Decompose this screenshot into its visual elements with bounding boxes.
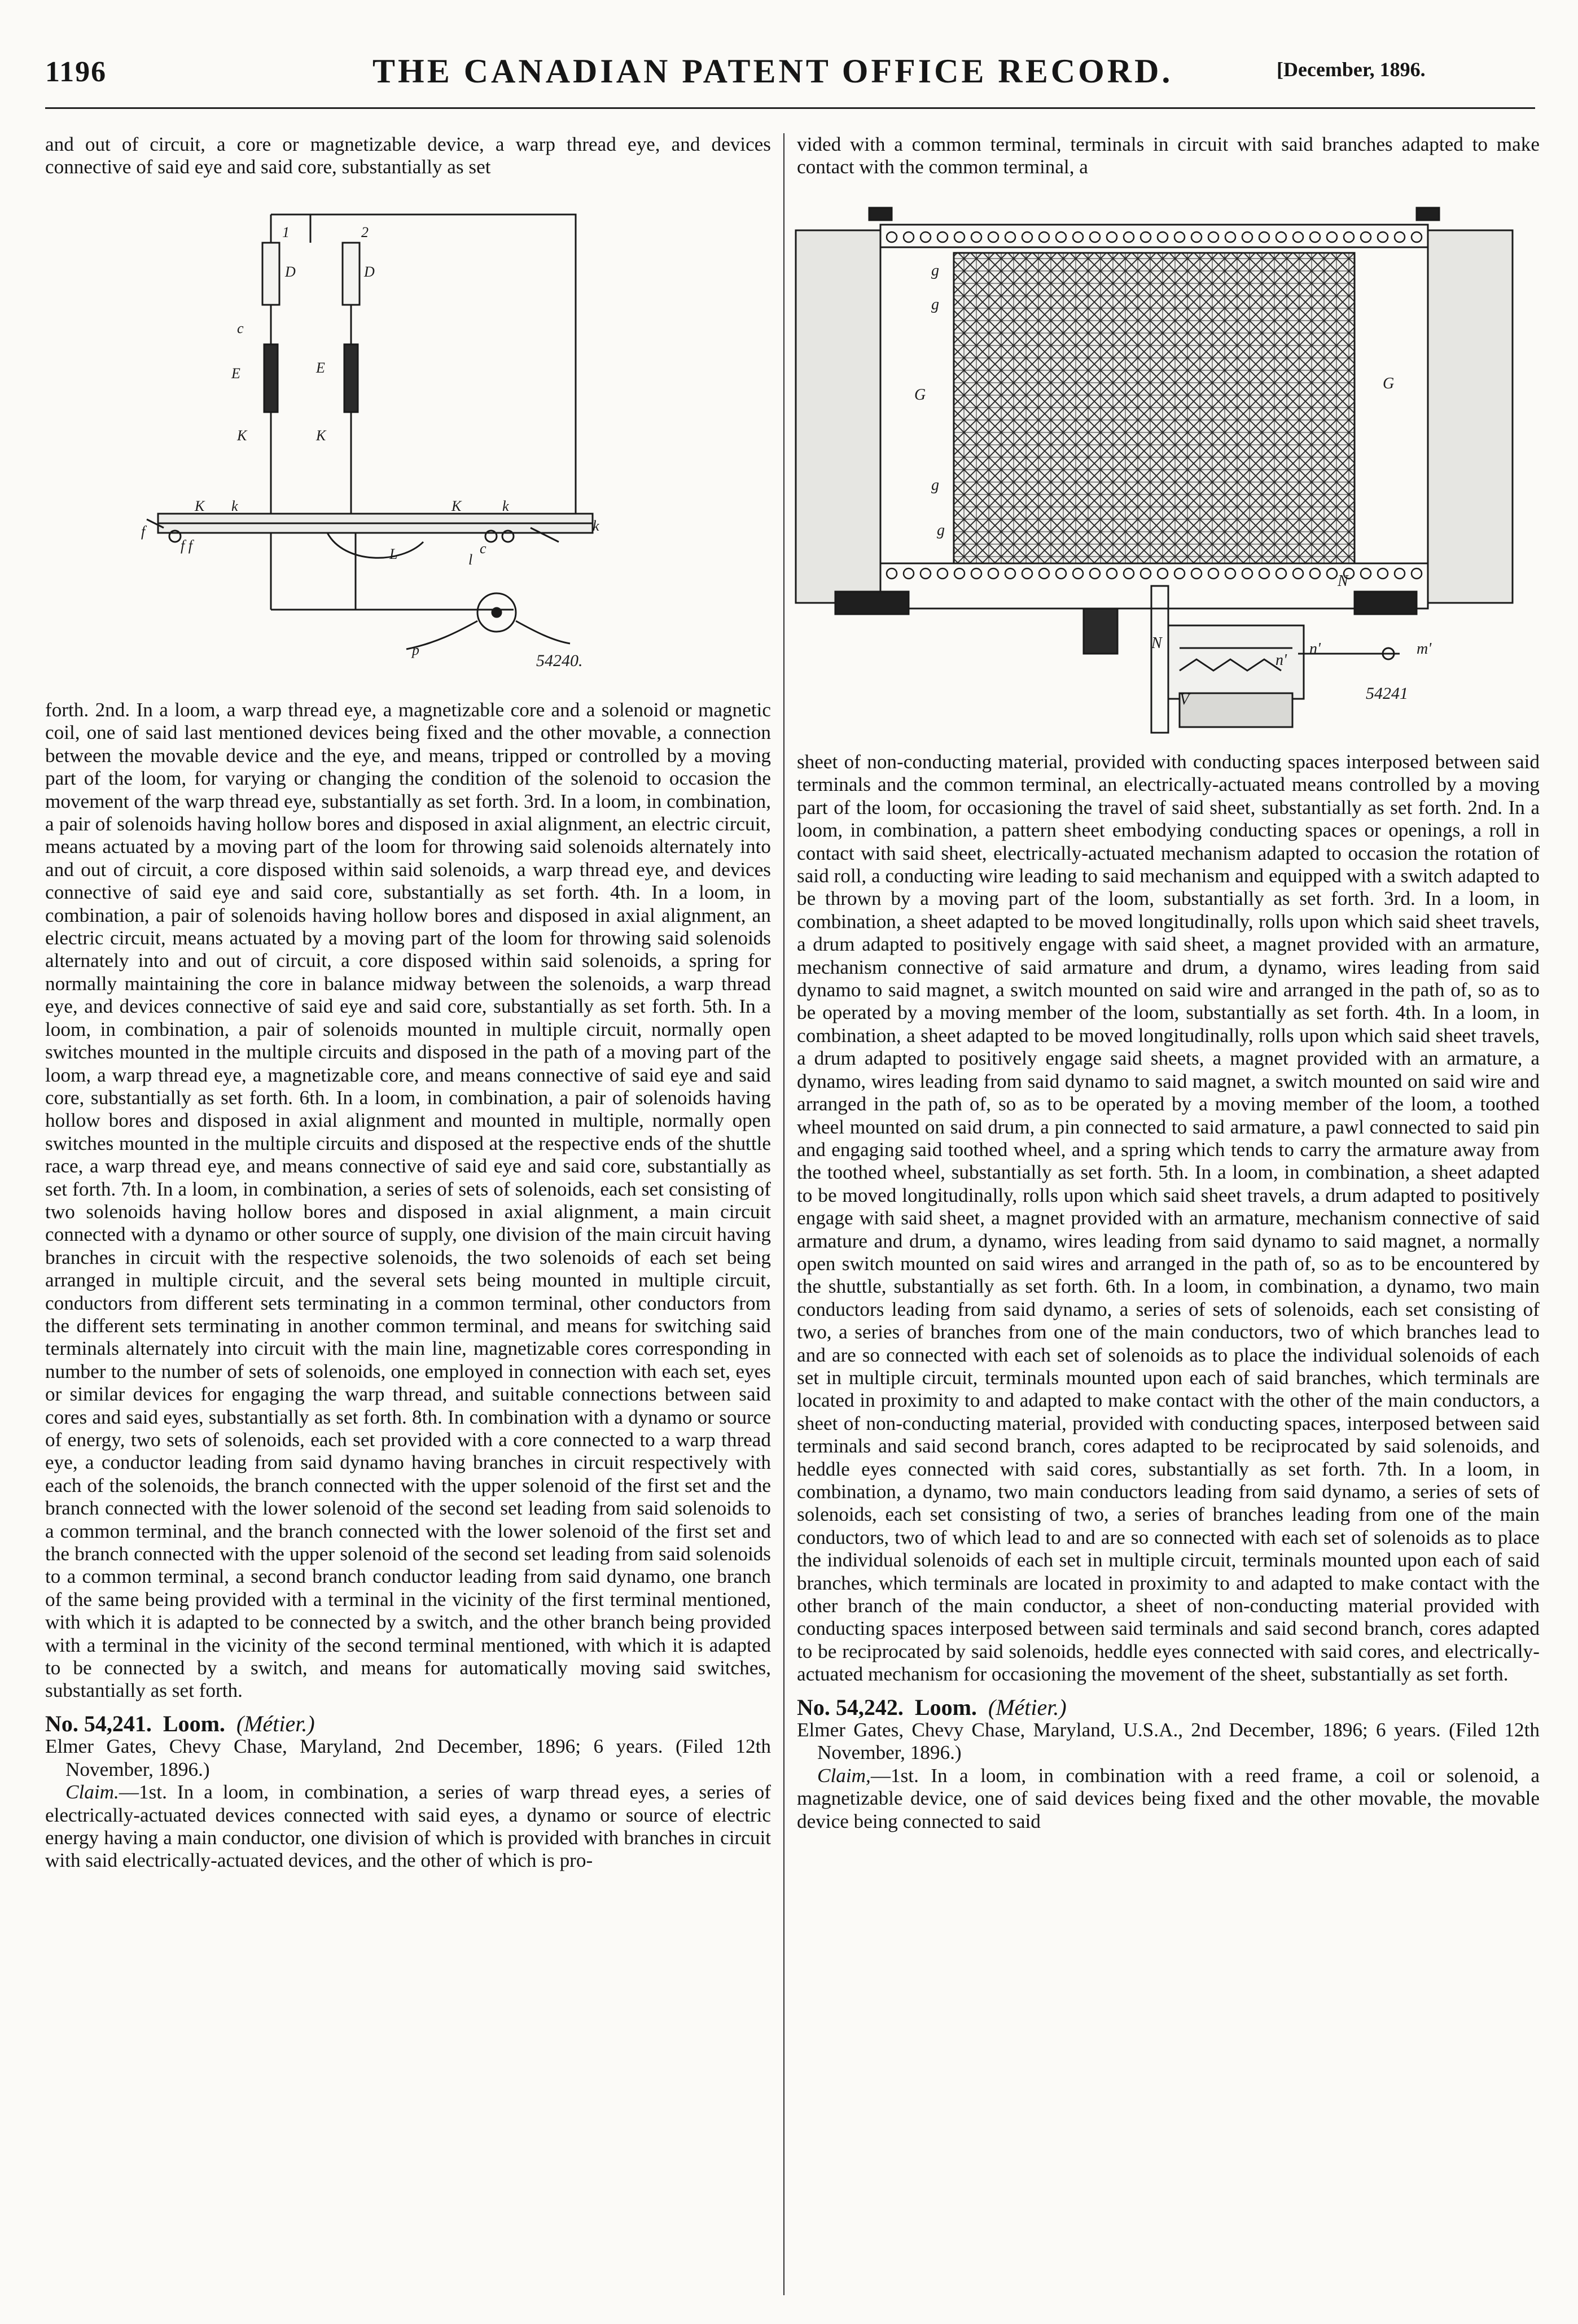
perforation-hole <box>1158 232 1168 242</box>
svg-text:E: E <box>316 360 325 376</box>
perforation-hole <box>1090 232 1100 242</box>
claim-text: —1st. In a loom, in combination, a series of warp thread eyes, a series of electrically-actuated devices connected with said eyes, a dynamo or source of electric energy having a main conductor, one division of which is provided with branches in circuit with said electrically-actuated devices, and the other of which is pro- <box>45 1781 771 1872</box>
perforation-hole <box>1005 232 1015 242</box>
svg-text:N: N <box>1151 634 1162 652</box>
svg-text:p: p <box>412 642 419 658</box>
perforation-hole <box>920 232 931 242</box>
svg-text:k: k <box>231 498 238 514</box>
perforation-hole <box>1022 232 1032 242</box>
claims-54240-continued: forth. 2nd. In a loom, a warp thread eye, a magnetizable core and a solenoid or magnetic coil, one of said last mentioned devices being fixed and the other movable, a connection between the movable device and the eye, and means, tripped or controlled by a moving part of the loom, for varying or changing the condition of the solenoid to occasion the movement of the warp thread eye, substantially as set forth. 3rd. In a loom, in combination, a pair of solenoids having hollow bores and disposed in axial alignment, an electric circuit, means actuated by a moving part of the loom for throwing said solenoids alternately into and out of circuit, a core disposed within said solenoids, a warp thread eye, and devices connective of said eye and said core, substantially as set forth. 4th. In a loom, in combination, a pair of solenoids having hollow bores and disposed in axial alignment, an electric circuit, means actuated by a moving part of the loom for throwing said solenoids alternately into and out of circuit, a core disposed within said solenoids, a spring for normally maintaining the core in balance midway between the solenoids, a warp thread eye, and devices connective of said eye and said core, substantially as set forth. 5th. In a loom, in combination, a pair of solenoids mounted in multiple circuit, normally open switches mounted in the multiple circuits and disposed in the path of a moving part of the loom, a warp thread eye, a magnetizable core, and means connective of said eye and said core, substantially as set forth. 6th. In a loom, in combination, a pair of solenoids having hollow bores and disposed in axial alignment and mounted in multiple, normally open switches mounted in the multiple circuits and disposed at the respective ends of the shuttle race, a warp thread eye, and means connective of said eye and said core, substantially as set forth. 7th. In a loom, in combination, a series of sets of solenoids, each set consisting of two solenoids having hollow bores and disposed in axial alignment, a main circuit connected with a dynamo or other source of supply, one division of the main circuit having branches in circuit with the respective solenoids, the two solenoids of each set being arranged in multiple circuit, and the several sets being mounted in multiple circuit, conductors from different sets terminating in a common terminal, other conductors from the different sets terminating in another common terminal, and means for switching said terminals alternately into circuit with the main line, magnetizable cores corresponding in number to the number of sets of solenoids, one employed in connection with each set, eyes or similar devices for engaging the warp thread, and suitable connections between said cores and said eyes, substantially as set forth. 8th. In combination with a dynamo or source of energy, two sets of solenoids, each set provided with a core connected to a warp thread eye, a conductor leading from said dynamo having branches in circuit respectively with each of the solenoids, the branch connected with the upper solenoid of the first set and the branch connected with the lower solenoid of the second set leading from said solenoids to a common terminal, and the branch connected with the lower solenoid of the first set and the branch connected with the upper solenoid of the second set leading from said solenoids to a common terminal, a second branch conductor leading from said dynamo, one branch of the same being provided with a terminal in the vicinity of the first terminal mentioned, with which it is adapted to be connected by a switch, and the other branch being provided with a terminal in the vicinity of the second terminal mentioned, with which it is adapted to be connected by a switch, and means for automatically moving said switches, substantially as set forth. <box>45 699 771 1702</box>
issue-date: [December, 1896. <box>1277 58 1426 81</box>
perforation-hole <box>1344 232 1354 242</box>
svg-text:K: K <box>452 498 462 514</box>
perforation-hole <box>1378 568 1388 579</box>
perforation-hole <box>1039 568 1049 579</box>
perforation-hole <box>1225 232 1235 242</box>
perforation-hole <box>1259 232 1269 242</box>
left-column-top-text: and out of circuit, a core or magnetizable device, a warp thread eye, and devices connective of said eye and said core, substantially as set <box>45 133 771 178</box>
patent-54242-title: Loom. <box>914 1694 977 1720</box>
svg-text:l: l <box>468 552 473 568</box>
perforation-hole <box>1005 568 1015 579</box>
perforation-hole <box>971 568 981 579</box>
perforation-hole <box>1361 568 1371 579</box>
perforation-hole <box>1276 568 1286 579</box>
svg-text:D: D <box>364 264 375 280</box>
page-header <box>0 0 1578 96</box>
claim-label: Claim, <box>817 1764 871 1787</box>
perforation-hole <box>1412 568 1422 579</box>
perforation-hole <box>1124 232 1134 242</box>
perforation-hole <box>920 568 931 579</box>
right-column-body <box>797 751 1540 1833</box>
perforation-hole <box>1293 232 1303 242</box>
svg-text:D: D <box>285 264 296 280</box>
perforation-hole <box>1242 232 1252 242</box>
patent-54242-inventor: Elmer Gates, Chevy Chase, Maryland, U.S.A., 2nd December, 1896; 6 years. (Filed 12th November, 1896.) <box>797 1719 1540 1764</box>
svg-text:E: E <box>231 365 240 382</box>
svg-text:n': n' <box>1275 651 1287 669</box>
claim-label: Claim. <box>65 1781 119 1804</box>
perforation-hole <box>1056 568 1066 579</box>
perforation-hole <box>1158 568 1168 579</box>
perforation-hole <box>1327 568 1337 579</box>
patent-54241-heading <box>45 1710 771 1736</box>
perforation-hole <box>1022 568 1032 579</box>
perforation-hole <box>887 568 897 579</box>
svg-text:g: g <box>931 476 939 494</box>
svg-text:N: N <box>1338 572 1348 590</box>
perforation-hole <box>1174 232 1185 242</box>
perforation-hole <box>887 232 897 242</box>
perforation-hole <box>971 232 981 242</box>
svg-text:1: 1 <box>282 224 290 240</box>
svg-text:f: f <box>141 523 146 540</box>
svg-text:m': m' <box>1417 640 1432 658</box>
svg-text:K: K <box>237 427 247 444</box>
circuit-diagram-drawing <box>141 203 705 689</box>
figure-54240-circuit-diagram <box>141 203 705 689</box>
perforation-hole <box>1378 232 1388 242</box>
perforation-hole <box>1191 232 1202 242</box>
left-column-body <box>45 699 771 1872</box>
svg-text:g: g <box>937 522 945 539</box>
perforation-hole <box>1191 568 1202 579</box>
svg-text:L: L <box>389 546 398 562</box>
perforation-hole <box>1073 568 1083 579</box>
patent-54241-french-title: (Métier.) <box>236 1710 315 1736</box>
patent-54241-number: No. 54,241. <box>45 1710 152 1736</box>
perforation-hole <box>1208 232 1218 242</box>
svg-text:n': n' <box>1309 640 1321 658</box>
svg-text:f f: f f <box>181 537 192 554</box>
svg-text:k: k <box>593 518 599 534</box>
perforation-hole <box>988 568 998 579</box>
svg-text:c: c <box>480 540 486 557</box>
perforation-hole <box>1056 232 1066 242</box>
patent-54242-french-title: (Métier.) <box>988 1694 1067 1720</box>
perforation-hole <box>1276 232 1286 242</box>
figure-54241-loom-mechanism <box>790 196 1541 734</box>
perforation-hole <box>1225 568 1235 579</box>
claim-text: —1st. In a loom, in combination with a reed frame, a coil or solenoid, a magnetizable device, one of said devices being fixed and the other movable, the movable device being connected to said <box>797 1764 1540 1832</box>
perforation-hole <box>1395 232 1405 242</box>
perforation-hole <box>1124 568 1134 579</box>
perforation-hole <box>904 232 914 242</box>
perforation-hole <box>1107 568 1117 579</box>
figure-54240-label: 54240. <box>536 651 583 670</box>
svg-text:g: g <box>931 296 939 313</box>
perforation-hole <box>1259 568 1269 579</box>
svg-text:k: k <box>502 498 509 514</box>
perforation-hole <box>1327 232 1337 242</box>
claims-54241-continued: sheet of non-conducting material, provided with conducting spaces interposed between said terminals and the common terminal, an electrically-actuated means controlled by a moving part of the loom, for occasioning the travel of said sheet, substantially as set forth. 2nd. In a loom, in combination, a pattern sheet embodying conducting spaces or openings, a roll in contact with said sheet, electrically-actuated mechanism adapted to occasion the rotation of said roll, a conducting wire leading to said mechanism and equipped with a switch adapted to be thrown by a moving part of the loom, substantially as set forth. 3rd. In a loom, in combination, a sheet adapted to be moved longitudinally, rolls upon which said sheet travels, a drum adapted to positively engage with said sheet, a magnet provided with an armature, mechanism connective of said armature and drum, a dynamo, wires leading from said dynamo to said magnet, a switch mounted on said wire and arranged in the path of, so as to be operated by a moving member of the loom, substantially as set forth. 4th. In a loom, in combination, a sheet adapted to be moved longitudinally, rolls upon which said sheet travels, a drum adapted to positively engage said sheets, a magnet provided with an armature, a dynamo, wires leading from said dynamo to said magnet, a switch mounted on said wire and arranged in the path of, so as to be operated by a moving member of the loom, a toothed wheel mounted on said drum, a pin connected to said armature, a pawl connected to said pin and engaging said toothed wheel, and a spring which tends to carry the armature away from the toothed wheel, substantially as set forth. 5th. In a loom, in combination, a sheet adapted to be moved longitudinally, rolls upon which said sheet travels, a drum adapted to positively engage with said sheet, a magnet provided with an armature, mechanism connective of said armature and drum, a dynamo, wires leading from said dynamo to said magnet, a normally open switch mounted on said wires and arranged in the path of, so as to be encountered by the shuttle, substantially as set forth. 6th. In a loom, in combination, a dynamo, two main conductors leading from said dynamo, a series of sets of solenoids, each set consisting of two, a series of branches from one of the main conductors, two of which branches lead to and are so connected with each set of solenoids as to place the individual solenoids of each set in multiple circuit, terminals mounted upon each of said branches, which terminals are located in proximity to and adapted to make contact with the other of the main conductors, a sheet of non-conducting material, provided with conducting spaces, interposed between said terminals and said second branch, cores adapted to be reciprocated by said solenoids, and heddle eyes connected with said cores, substantially as set forth. 7th. In a loom, in combination, a dynamo, two main conductors leading from said dynamo, a series of sets of solenoids, each set consisting of two, a series of branches leading from one of the main conductors, two of which lead to and are so connected with each set of solenoids as to place the individual solenoids of each set in multiple circuit, terminals mounted upon each of said branches, which terminals are located in proximity to and adapted to make contact with the other branch of the main conductor, a sheet of non-conducting material provided with conducting spaces interposed between said terminals and said second branch, cores adapted to be reciprocated by said solenoids, heddle eyes connected with said cores, and electrically-actuated mechanism for occasioning the movement of the sheet, substantially as set forth. <box>797 751 1540 1686</box>
svg-text:K: K <box>316 427 326 444</box>
svg-text:K: K <box>195 498 205 514</box>
svg-text:g: g <box>931 262 939 279</box>
svg-text:G: G <box>1383 375 1395 392</box>
patent-54242-claim <box>797 1765 1540 1833</box>
perforation-hole <box>1412 232 1422 242</box>
perforation-hole <box>1208 568 1218 579</box>
perforation-hole <box>954 568 965 579</box>
perforation-hole <box>1090 568 1100 579</box>
perforation-hole <box>1107 232 1117 242</box>
perforation-hole <box>904 568 914 579</box>
perforation-hole <box>1395 568 1405 579</box>
right-column-top-text: vided with a common terminal, terminals in circuit with said branches adapted to make contact with the common terminal, a <box>797 133 1540 178</box>
perforation-hole <box>1310 568 1320 579</box>
perforation-hole <box>954 232 965 242</box>
patent-54241-inventor: Elmer Gates, Chevy Chase, Maryland, 2nd December, 1896; 6 years. (Filed 12th November, 1896.) <box>45 1735 771 1780</box>
patent-54242-number: No. 54,242. <box>797 1694 904 1720</box>
perforation-hole <box>1361 232 1371 242</box>
perforation-hole <box>1141 568 1151 579</box>
svg-text:c: c <box>237 320 244 336</box>
figure-54241-label: 54241 <box>1366 684 1408 703</box>
patent-54241-title: Loom. <box>163 1710 225 1736</box>
perforation-hole <box>1310 232 1320 242</box>
perforation-hole <box>1073 232 1083 242</box>
svg-text:G: G <box>914 386 926 404</box>
perforation-hole <box>937 568 948 579</box>
page-number: 1196 <box>45 56 107 88</box>
perforation-hole <box>1174 568 1185 579</box>
perforation-hole <box>1039 232 1049 242</box>
svg-text:2: 2 <box>361 224 369 240</box>
loom-mechanism-drawing <box>790 196 1541 734</box>
svg-text:V: V <box>1180 691 1190 708</box>
perforation-hole <box>937 232 948 242</box>
patent-54241-claim <box>45 1781 771 1872</box>
pattern-sheet-holes-top <box>887 232 1422 242</box>
perforation-hole <box>988 232 998 242</box>
journal-title: THE CANADIAN PATENT OFFICE RECORD. <box>372 52 1173 90</box>
perforation-hole <box>1242 568 1252 579</box>
perforation-hole <box>1141 232 1151 242</box>
header-rule <box>45 107 1535 109</box>
patent-54242-heading <box>797 1696 1540 1719</box>
column-divider <box>783 133 784 2295</box>
perforation-hole <box>1293 568 1303 579</box>
